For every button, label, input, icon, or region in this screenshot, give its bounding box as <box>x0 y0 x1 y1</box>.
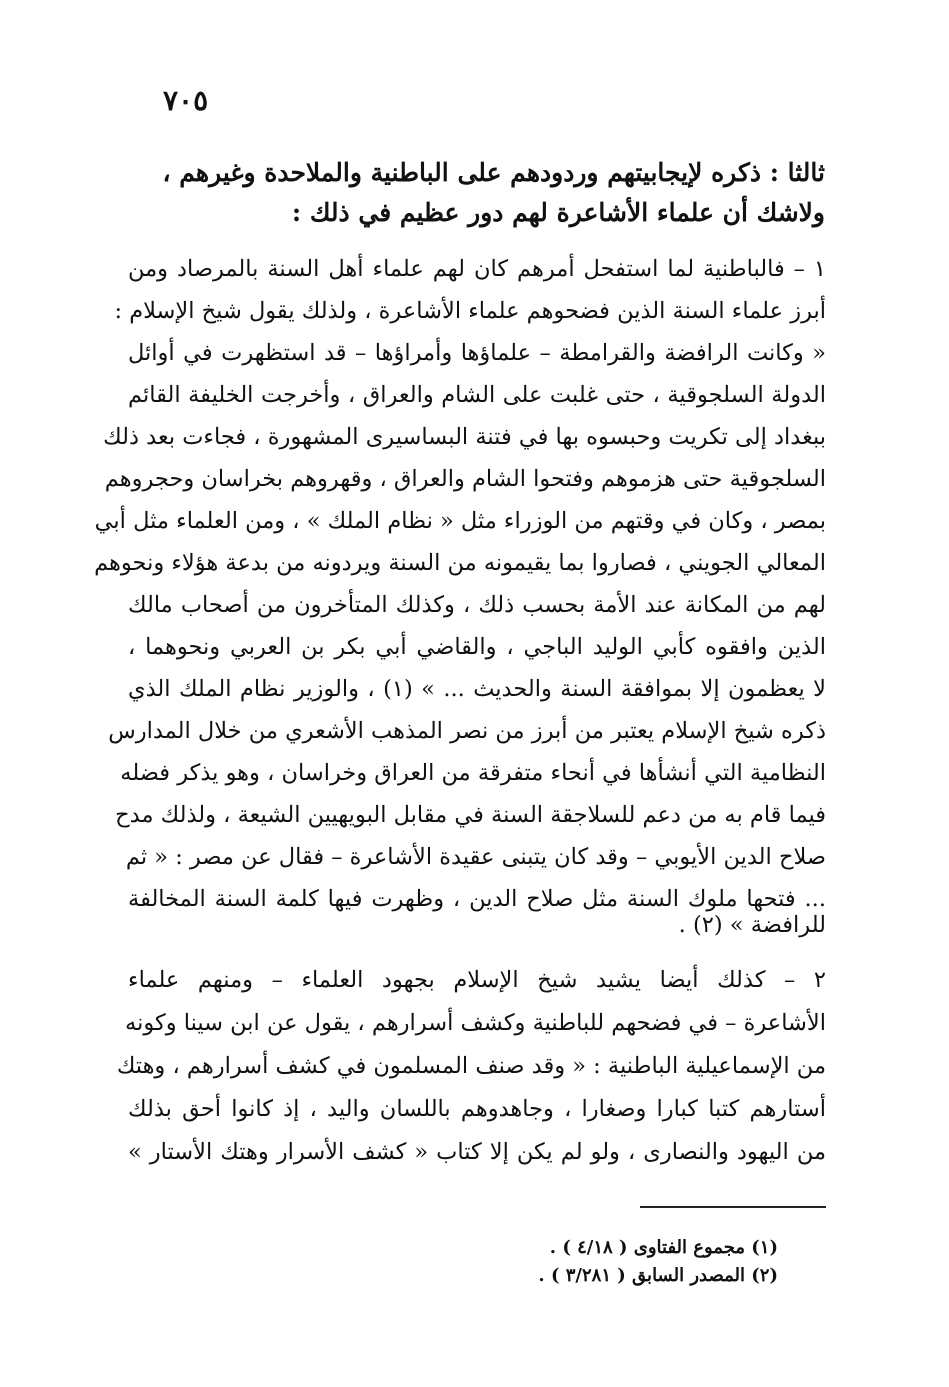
paragraph-line: من الإسماعيلية الباطنية : « وقد صنف المسلمون في كشف أسرارهم ، وهتك <box>116 1053 826 1079</box>
paragraph-line: من اليهود والنصارى ، ولو لم يكن إلا كتاب « كشف الأسرار وهتك الأستار » <box>128 1139 826 1165</box>
paragraph-line: ١ – فالباطنية لما استفحل أمرهم كان لهم علماء أهل السنة بالمرصاد ومن <box>128 256 826 282</box>
paragraph-line: ببغداد إلى تكريت وحبسوه بها في فتنة البساسيرى المشهورة ، فجاءت بعد ذلك <box>103 424 826 450</box>
paragraph-line: ذكره شيخ الإسلام يعتبر من أبرز من نصر المذهب الأشعري من خلال المدارس <box>108 718 826 744</box>
page-number: ٧٠٥ <box>163 84 209 117</box>
footnote-separator <box>640 1206 826 1208</box>
paragraph-line: بمصر ، وكان في وقتهم من الوزراء مثل « نظام الملك » ، ومن العلماء مثل أبي <box>94 508 826 534</box>
paragraph-line: لهم من المكانة عند الأمة بحسب ذلك ، وكذلك المتأخرون من أصحاب مالك <box>128 592 826 618</box>
footnote-1: (١) مجموع الفتاوى ( ٤/١٨ ) . <box>549 1237 778 1258</box>
paragraph-line: ٢ – كذلك أيضا يشيد شيخ الإسلام بجهود العلماء – ومنهم علماء <box>128 967 826 993</box>
paragraph-line: النظامية التي أنشأها في أنحاء متفرقة من العراق وخراسان ، وهو يذكر فضله <box>120 760 826 786</box>
paragraph-line: المعالي الجويني ، فصاروا بما يقيمونه من السنة ويردونه من بدعة هؤلاء ونحوهم <box>94 550 826 576</box>
paragraph-line: لا يعظمون إلا بموافقة السنة والحديث ... » (١) ، والوزير نظام الملك الذي <box>128 676 826 702</box>
paragraph-line: الأشاعرة – في فضحهم للباطنية وكشف أسرارهم ، يقول عن ابن سينا وكونه <box>125 1010 826 1036</box>
paragraph-line: الذين وافقوه كأبي الوليد الباجي ، والقاضي أبي بكر بن العربي ونحوهما ، <box>128 634 826 660</box>
paragraph-line: صلاح الدين الأيوبي – وقد كان يتبنى عقيدة الأشاعرة – فقال عن مصر : « ثم <box>125 844 826 870</box>
paragraph-line: فيما قام به من دعم للسلاجقة السنة في مقابل البويهيين الشيعة ، ولذلك مدح <box>115 802 826 828</box>
section-heading-line-2: ولاشك أن علماء الأشاعرة لهم دور عظيم في ذلك : <box>291 198 825 227</box>
paragraph-line: أبرز علماء السنة الذين فضحوهم علماء الأشاعرة ، ولذلك يقول شيخ الإسلام : <box>114 298 826 324</box>
footnote-2: (٢) المصدر السابق ( ٣/٢٨١ ) . <box>538 1265 778 1286</box>
paragraph-line: الدولة السلجوقية ، حتى غلبت على الشام والعراق ، وأخرجت الخليفة القائم <box>128 382 826 408</box>
section-heading-line-1: ثالثا : ذكره لإيجابيتهم وردودهم على الباطنية والملاحدة وغيرهم ، <box>162 158 825 187</box>
paragraph-line: أستارهم كتبا كبارا وصغارا ، وجاهدوهم باللسان واليد ، إذ كانوا أحق بذلك <box>128 1096 826 1122</box>
paragraph-line: ... فتحها ملوك السنة مثل صلاح الدين ، وظهرت فيها كلمة السنة المخالفة <box>128 886 826 912</box>
paragraph-line: للرافضة » (٢) . <box>678 912 826 938</box>
paragraph-line: السلجوقية حتى هزموهم وفتحوا الشام والعراق ، وقهروهم بخراسان وحجروهم <box>104 466 826 492</box>
paragraph-line: « وكانت الرافضة والقرامطة – علماؤها وأمراؤها – قد استظهرت في أوائل <box>128 340 826 366</box>
